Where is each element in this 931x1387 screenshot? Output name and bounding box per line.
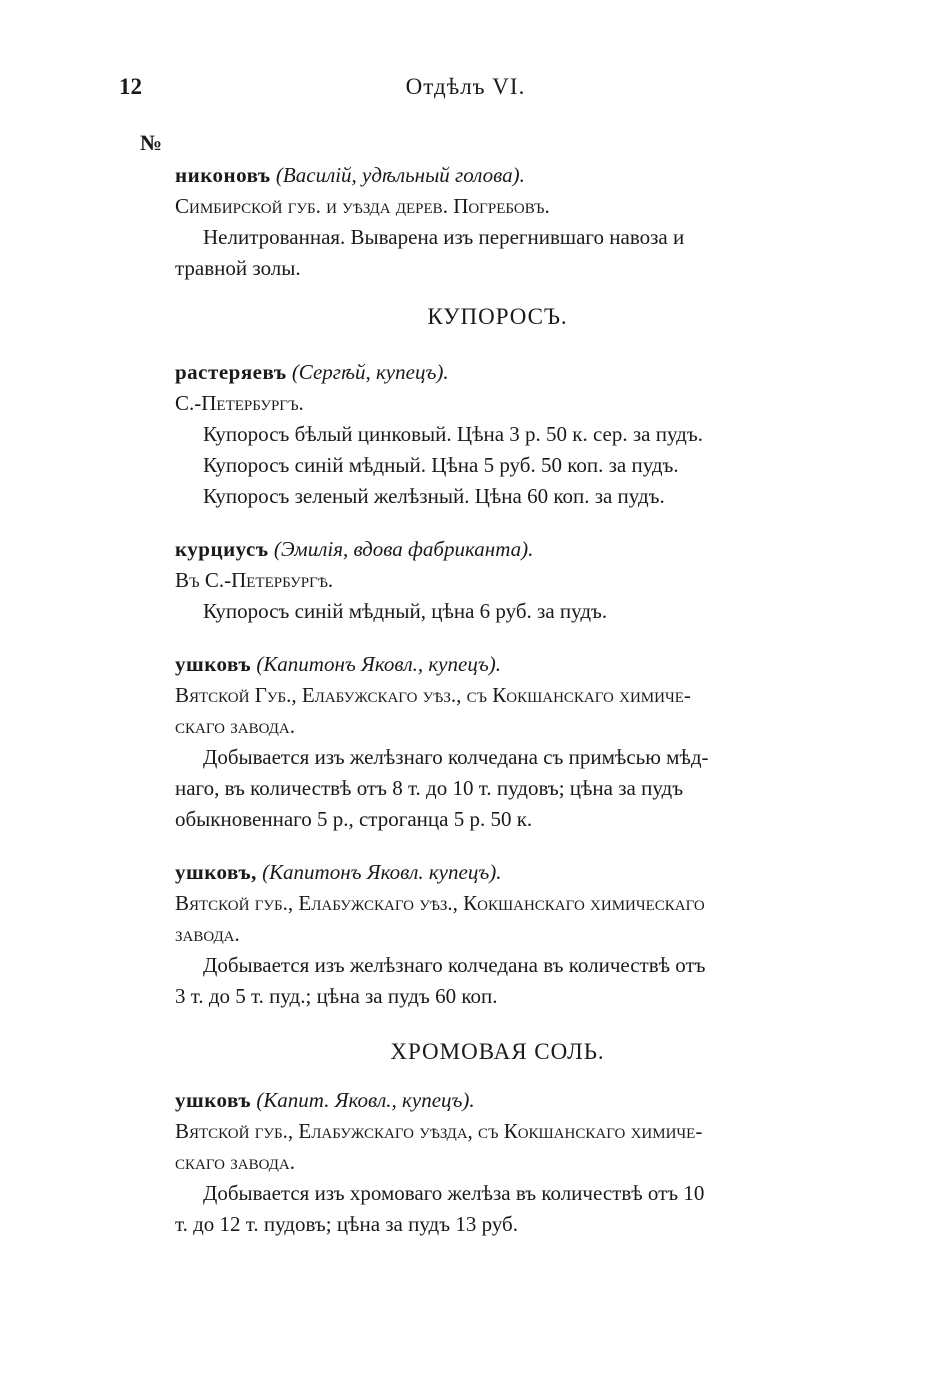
entry-description-line: Нелитрованная. Выварена изъ перегнившаго навоза и [203, 225, 685, 249]
entry-description-line: обыкновеннаго 5 р., строганца 5 р. 50 к. [175, 807, 533, 831]
entry-description-line: 3 т. до 5 т. пуд.; цѣна за пудъ 60 коп. [175, 984, 498, 1008]
entry-location: завода. [175, 922, 240, 946]
entry-item: Купоросъ бѣлый цинковый. Цѣна 3 р. 50 к. сер. за пудъ. [203, 422, 703, 446]
entry-description-line: Добывается изъ желѣзнаго колчедана съ примѣсью мѣд- [203, 745, 709, 769]
number-sign: № [140, 130, 163, 155]
section-title-chrome-salt: ХРОМОВАЯ СОЛЬ. [390, 1039, 605, 1064]
entry-item: Купоросъ зеленый желѣзный. Цѣна 60 коп. за пудъ. [203, 484, 665, 508]
entry-nikonov [175, 160, 820, 284]
entry-kurtsius [175, 534, 820, 627]
page-number: 12 [119, 74, 142, 99]
entry-location: Вятской Губ., Елабужскаго уѣз., съ Кокшанскаго химиче- [175, 683, 691, 707]
entry-location: Вятской губ., Елабужскаго уѣзда, съ Кокшанскаго химиче- [175, 1119, 703, 1143]
entry-location: Въ С.-Петербургѣ. [175, 568, 334, 592]
entry-qualifier: (Василій, удѣльный голова). [275, 163, 525, 187]
entry-qualifier: (Эмилія, вдова фабриканта). [273, 537, 534, 561]
entry-location: С.-Петербургъ. [175, 391, 304, 415]
entry-description-line: Добывается изъ желѣзнаго колчедана въ количествѣ отъ [203, 953, 706, 977]
entry-description-line: травной золы. [175, 256, 301, 280]
entry-name: растеряевъ [175, 360, 287, 384]
entry-name: ушковъ [175, 1088, 252, 1112]
entry-item: Купоросъ синій мѣдный. Цѣна 5 руб. 50 коп. за пудъ. [203, 453, 679, 477]
entry-ushkov-1 [175, 649, 820, 835]
running-head: Отдѣлъ VI. [405, 74, 526, 99]
entry-qualifier: (Капит. Яковл., купецъ). [256, 1088, 475, 1112]
entry-ushkov-2 [175, 857, 820, 1012]
entry-qualifier: (Капитонъ Яковл. купецъ). [262, 860, 502, 884]
entry-name: никоновъ [175, 163, 271, 187]
entry-qualifier: (Сергѣй, купецъ). [291, 360, 449, 384]
entry-location: скаго завода. [175, 1150, 295, 1174]
page-content [175, 160, 820, 1240]
entry-rasteryaev [175, 357, 820, 512]
entry-location: Вятской губ., Елабужскаго уѣз., Кокшанскаго химическаго [175, 891, 705, 915]
entry-location: скаго завода. [175, 714, 295, 738]
entry-description-line: наго, въ количествѣ отъ 8 т. до 10 т. пудовъ; цѣна за пудъ [175, 776, 684, 800]
entry-name: ушковъ, [175, 860, 257, 884]
section-title-kuporos: КУПОРОСЪ. [427, 304, 568, 329]
entry-location: Симбирской губ. и уѣзда дерев. Погребовъ. [175, 194, 550, 218]
entry-description-line: т. до 12 т. пудовъ; цѣна за пудъ 13 руб. [175, 1212, 518, 1236]
entry-name: курциусъ [175, 537, 269, 561]
entry-ushkov-3 [175, 1085, 820, 1240]
entry-name: ушковъ [175, 652, 252, 676]
entry-qualifier: (Капитонъ Яковл., купецъ). [256, 652, 501, 676]
entry-item: Купоросъ синій мѣдный, цѣна 6 руб. за пудъ. [203, 599, 608, 623]
entry-description-line: Добывается изъ хромоваго желѣза въ количествѣ отъ 10 [203, 1181, 705, 1205]
